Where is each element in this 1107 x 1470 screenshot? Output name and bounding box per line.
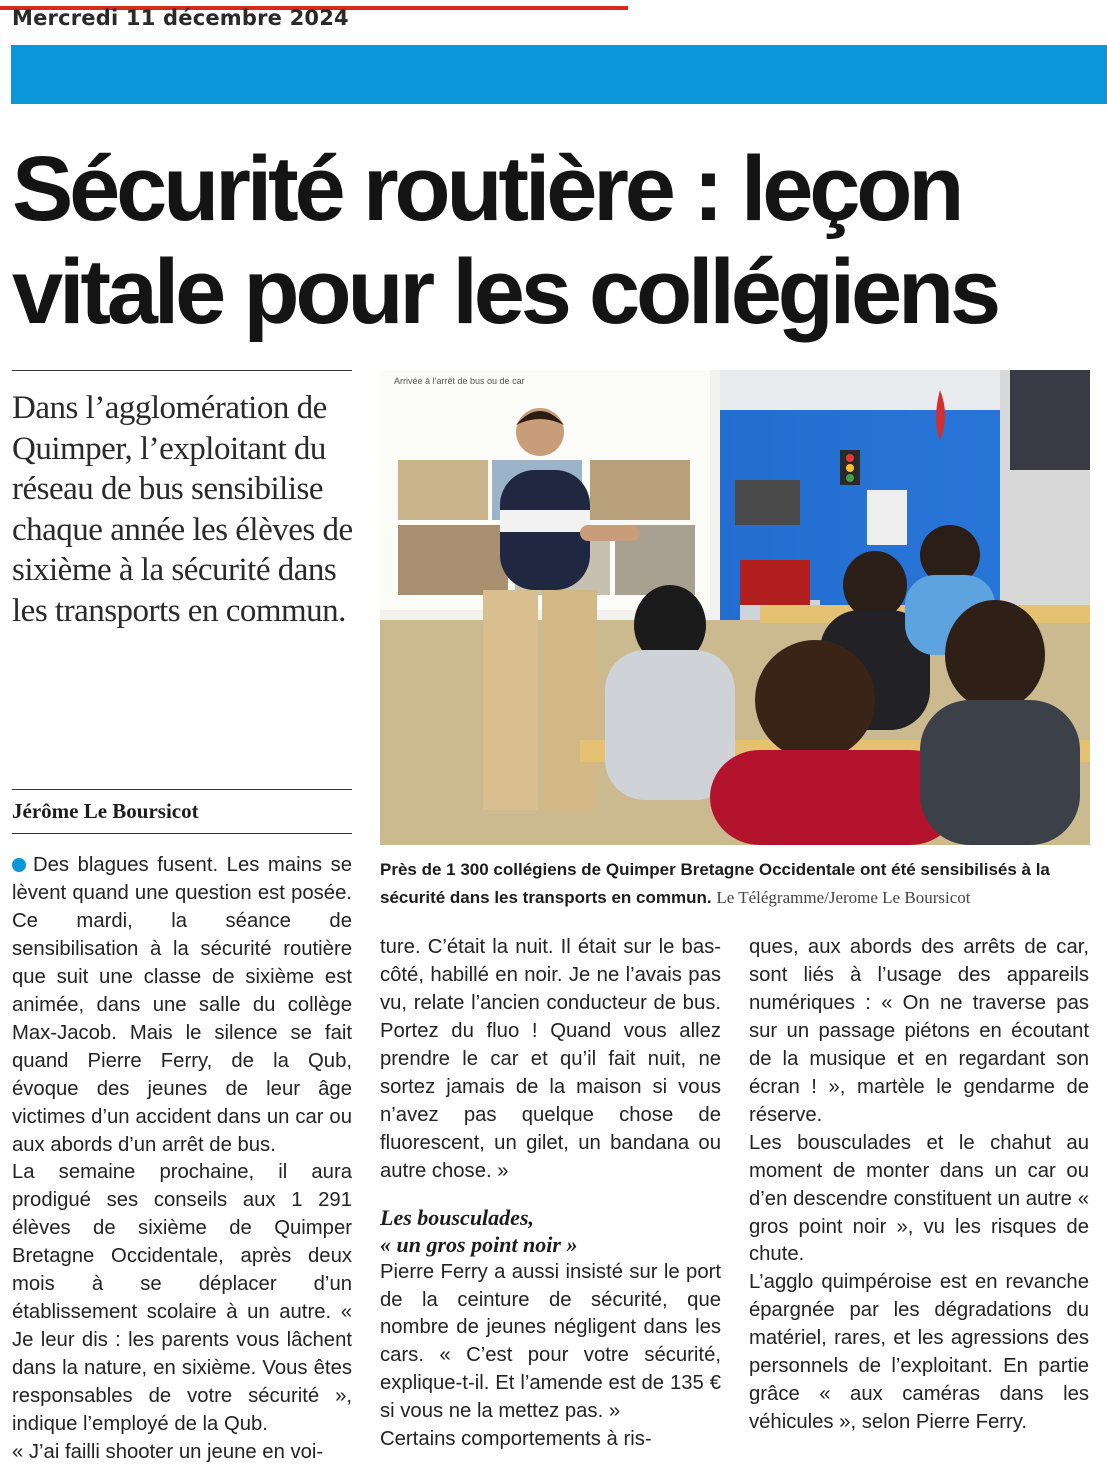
headline [12,138,1102,344]
body-paragraph: Certains comportements à ris- [380,1428,652,1451]
byline-bottom-rule [12,833,352,834]
photo-caption [380,856,1092,911]
caption-text: Près de 1 300 collégiens de Quimper Bretagne Occidentale ont été sensibilisés à la sécurité dans les transports en commun. [380,860,1050,907]
body-paragraph: La semaine prochaine, il aura prodigué ses conseils aux 1 291 élèves de sixième de Quimper Bretagne Occidentale, après deux mois à se déplacer d’un établissement scolaire à un autre. « Je leur dis : les parents vous lâchent dans la nature, en sixième. Vous êtes responsables de votre sécurité », indique l’employé de la Qub. [12,1161,352,1436]
bullet-dot-icon [12,858,26,872]
byline-top-rule [12,789,352,790]
slide-title: Arrivée à l’arrêt de bus ou de car [394,376,525,386]
classroom-illustration [380,370,1090,845]
issue-date: Mercredi 11 décembre 2024 [12,6,349,30]
body-paragraph: ture. C’était la nuit. Il était sur le bas-côté, habillé en noir. Je ne l’avais pas vu, relate l’ancien conducteur de bus. Portez du fluo ! Quand vous allez prendre le car et qu’il fait nuit, ne sortez jamais de la maison si vous n’avez pas quelque chose de fluorescent, un gilet, un bandana ou autre chose. » [380,936,721,1182]
article-photo [380,370,1090,845]
section-banner [11,45,1107,104]
body-column-2 [380,934,721,1454]
body-paragraph: ques, aux abords des arrêts de car, sont liés à l’usage des appareils numériques : « On ne traverse pas sur un passage piétons en écoutant de la musique et en regardant son écran ! », martèle le gendarme de réserve. [749,936,1089,1126]
body-paragraph: L’agglo quimpéroise est en revanche épargnée par les dégradations du matériel, rares, et les agressions des personnels de l’exploitant. En partie grâce « aux caméras dans les véhicules », selon Pierre Ferry. [749,1271,1089,1434]
body-paragraph: Des blagues fusent. Les mains se lèvent quand une question est posée. Ce mardi, la séance de sensibilisation à la sécurité routière que suit une classe de sixième est animée, dans une salle du collège Max-Jacob. Mais le silence se fait quand Pierre Ferry, de la Qub, évoque des jeunes de leur âge victimes d’un accident dans un car ou aux abords d’un arrêt de bus. [12,854,352,1156]
lead-top-rule [12,370,352,371]
byline: Jérôme Le Boursicot [12,799,199,823]
body-column-1 [12,852,352,1467]
lead-paragraph: Dans l’agglomération de Quimper, l’exploitant du réseau de bus sensibilise chaque année les élèves de sixième à la sécurité dans les transports en commun. [12,390,353,629]
intertitle: Les bousculades, « un gros point noir » [380,1204,578,1258]
body-column-3 [749,934,1089,1437]
body-paragraph: Les bousculades et le chahut au moment de monter dans un car ou d’en descendre constituent un autre « gros point noir », vu les risques de chute. [749,1131,1089,1266]
body-paragraph: Pierre Ferry a aussi insisté sur le port de la ceinture de sécurité, que nombre de jeunes négligent dans les cars. « C’est pour votre sécurité, explique-t-il. Et l’amende est de 135 € si vous ne la mettez pas. » [380,1260,721,1423]
photo-credit: Le Télégramme/Jerome Le Boursicot [716,887,971,907]
headline-line-2: vitale pour les collégiens [12,241,997,343]
headline-line-1: Sécurité routière : leçon [12,138,961,240]
body-paragraph: « J’ai failli shooter un jeune en voi- [12,1441,324,1464]
